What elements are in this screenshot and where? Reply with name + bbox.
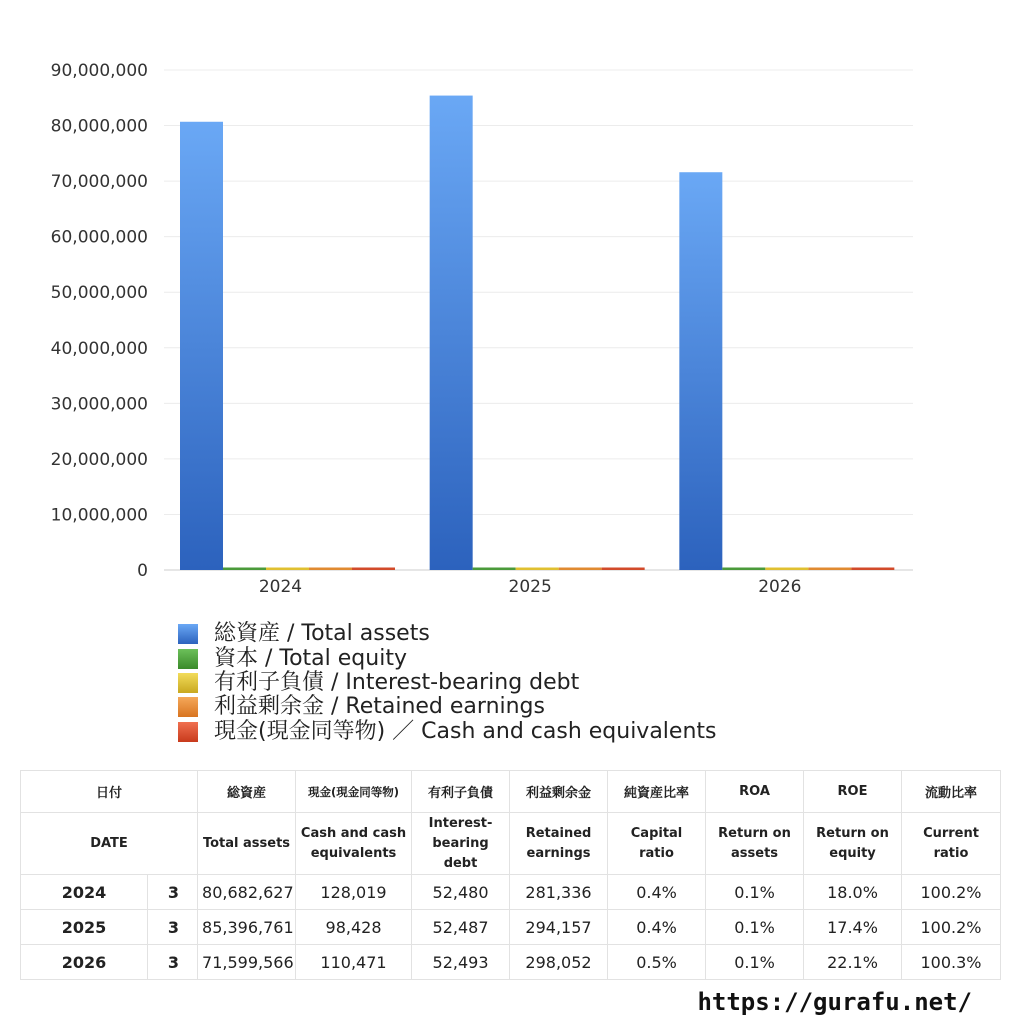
header-capital-ratio-jp: 純資産比率 [608,771,706,813]
legend-swatch [178,624,198,644]
row-debt: 52,487 [412,910,510,945]
bar-2026-series-0 [679,172,722,570]
y-axis-ticks [51,61,148,581]
row-capital-ratio: 0.5% [608,945,706,980]
y-tick-label: 20,000,000 [50,449,148,470]
header-roa-en: Return on assets [706,813,804,875]
bar-2025-series-1 [473,568,516,571]
legend-item-total-assets [178,622,717,646]
row-cash: 98,428 [296,910,412,945]
header-debt-jp: 有利子負債 [412,771,510,813]
bars [180,96,894,570]
header-cash-en: Cash and cash equivalents [296,813,412,875]
row-retained: 298,052 [510,945,608,980]
header-retained-en: Retained earnings [510,813,608,875]
bar-2025-series-0 [430,96,473,570]
y-tick-label: 0 [137,561,148,581]
header-roe-jp: ROE [804,771,902,813]
row-roa: 0.1% [706,875,804,910]
legend-label: 現金(現金同等物) ／ Cash and cash equivalents [214,718,717,744]
y-tick-label: 40,000,000 [50,338,148,359]
row-month: 3 [148,945,198,980]
table-row [21,945,1001,980]
row-retained: 281,336 [510,875,608,910]
y-tick-label: 70,000,000 [50,172,148,193]
row-roe: 22.1% [804,945,902,980]
header-retained-jp: 利益剰余金 [510,771,608,813]
gridlines [164,70,913,570]
bar-2024-series-0 [180,122,223,570]
row-month: 3 [148,875,198,910]
row-roa: 0.1% [706,945,804,980]
bar-2025-series-2 [516,568,559,571]
table-header-jp [21,771,1001,813]
header-roa-jp: ROA [706,771,804,813]
row-capital-ratio: 0.4% [608,910,706,945]
row-cash: 128,019 [296,875,412,910]
bar-2025-series-4 [602,568,645,571]
row-total-assets: 71,599,566 [198,945,296,980]
row-roa: 0.1% [706,910,804,945]
header-total-assets-jp: 総資産 [198,771,296,813]
row-month: 3 [148,910,198,945]
row-debt: 52,480 [412,875,510,910]
y-tick-label: 30,000,000 [50,394,148,415]
row-retained: 294,157 [510,910,608,945]
row-roe: 17.4% [804,910,902,945]
bar-2026-series-3 [808,568,851,571]
row-year: 2026 [21,945,148,980]
x-category-label: 2025 [508,577,552,597]
row-year: 2024 [21,875,148,910]
y-tick-label: 80,000,000 [50,116,148,137]
row-current-ratio: 100.3% [902,945,1001,980]
header-capital-ratio-en: Capital ratio [608,813,706,875]
legend-swatch [178,649,198,669]
legend-item-cash [178,720,717,744]
site-url[interactable]: https://gurafu.net/ [697,988,972,1016]
financial-table [20,770,1001,980]
row-cash: 110,471 [296,945,412,980]
table-row [21,910,1001,945]
bar-2026-series-2 [765,568,808,571]
legend-item-total-equity [178,646,717,670]
header-current-ratio-jp: 流動比率 [902,771,1001,813]
header-date-jp: 日付 [21,771,198,813]
legend-swatch [178,673,198,693]
x-category-label: 2026 [758,577,802,597]
table-row [21,875,1001,910]
row-capital-ratio: 0.4% [608,875,706,910]
legend-item-retained-earnings [178,695,717,719]
bar-2025-series-3 [559,568,602,571]
row-year: 2025 [21,910,148,945]
bar-2024-series-1 [223,568,266,571]
header-roe-en: Return on equity [804,813,902,875]
bar-2024-series-2 [266,568,309,571]
header-total-assets-en: Total assets [198,813,296,875]
y-tick-label: 90,000,000 [50,61,148,81]
row-current-ratio: 100.2% [902,875,1001,910]
header-date-en: DATE [21,813,198,875]
legend-swatch [178,697,198,717]
row-roe: 18.0% [804,875,902,910]
legend-label: 総資産 / Total assets [214,621,430,647]
header-debt-en: Interest-bearing debt [412,813,510,875]
y-tick-label: 50,000,000 [50,283,148,304]
legend-item-interest-bearing-debt [178,671,717,695]
row-total-assets: 80,682,627 [198,875,296,910]
bar-2024-series-4 [352,568,395,571]
bar-2024-series-3 [309,568,352,571]
header-current-ratio-en: Current ratio [902,813,1001,875]
y-tick-label: 10,000,000 [50,505,148,526]
row-current-ratio: 100.2% [902,910,1001,945]
x-axis-categories [259,577,802,597]
row-debt: 52,493 [412,945,510,980]
bar-2026-series-4 [851,568,894,571]
table-header-en [21,813,1001,875]
x-category-label: 2024 [258,577,303,597]
bar-2026-series-1 [722,568,765,571]
legend-label: 有利子負債 / Interest-bearing debt [214,669,580,695]
legend [178,622,717,744]
legend-swatch [178,722,198,742]
row-total-assets: 85,396,761 [198,910,296,945]
y-tick-label: 60,000,000 [50,227,148,248]
legend-label: 利益剰余金 / Retained earnings [214,694,545,720]
header-cash-jp: 現金(現金同等物) [296,771,412,813]
legend-label: 資本 / Total equity [214,645,407,671]
